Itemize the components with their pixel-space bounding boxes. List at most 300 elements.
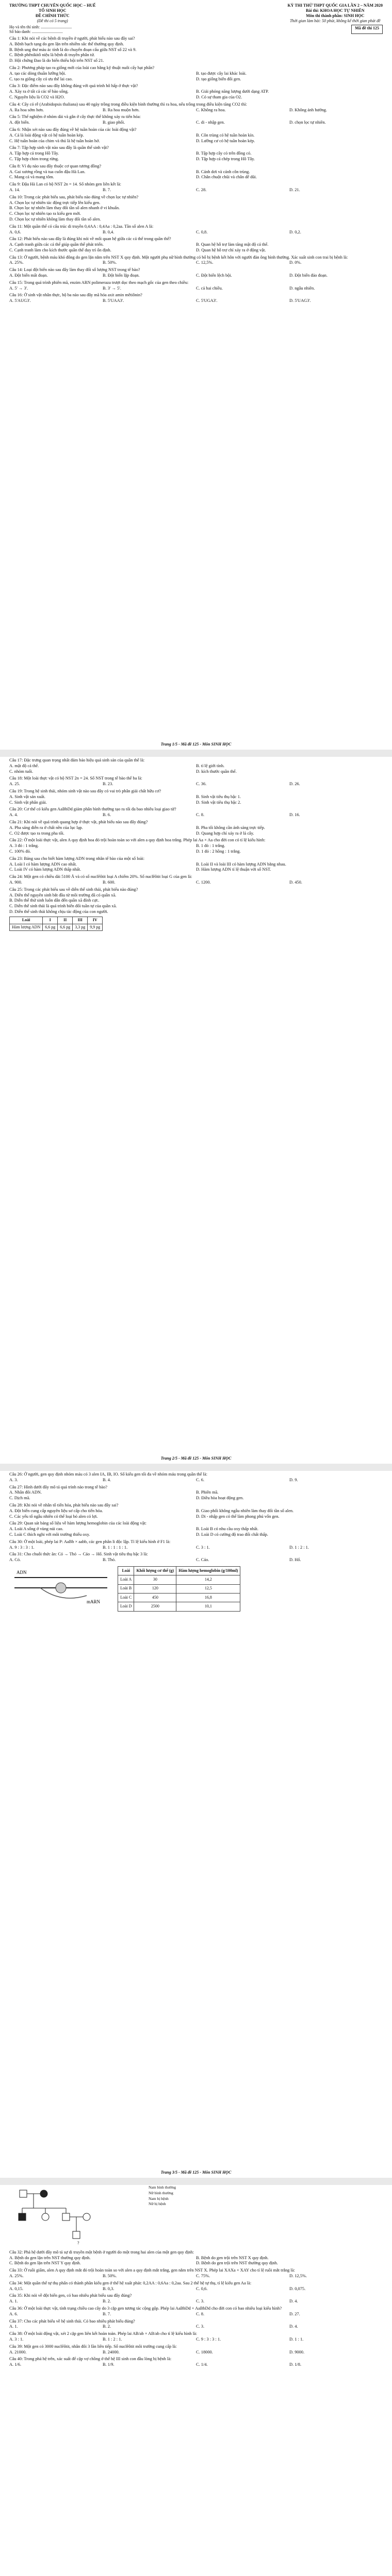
answer-option: C. 3 : 1. <box>196 1545 210 1550</box>
answer-option: C. O2 được tạo ra trong pha tối. <box>9 831 64 836</box>
answer-options <box>9 794 383 806</box>
question-item <box>9 2306 383 2317</box>
answer-option: C. Bệnh phênikitô niệu là bệnh di truyền phân tử. <box>9 53 95 58</box>
answer-option: C. 1/4. <box>196 2362 208 2367</box>
answer-option: C. 36. <box>196 782 207 787</box>
answer-option: C. Cáo. <box>196 1557 209 1563</box>
answer-option: B. 2. <box>103 2324 111 2329</box>
answer-option: D. Có sự tham gia của O2. <box>196 94 242 99</box>
answer-option: B. Pha tối không cần ánh sáng trực tiếp. <box>196 825 265 830</box>
answer-option: A. 5' → 3'. <box>9 285 28 291</box>
question-stem: Câu 9: Đậu Hà Lan có bộ NST 2n = 14. Số nhóm gen liên kết là: <box>9 182 121 187</box>
table-cell: 2500 <box>134 1602 176 1611</box>
school-name: TRƯỜNG THPT CHUYÊN QUỐC HỌC – HUẾ <box>9 3 96 8</box>
question-stem: Câu 15: Trong quá trình phiên mã, enzim ARN polimeraza trượt dọc theo mạch gốc của gen theo chiều: <box>9 280 189 285</box>
answer-option: C. 0,8. <box>196 229 208 234</box>
answer-option: B. 5'UAA3'. <box>103 298 124 303</box>
question-stem: Câu 40: Trong phả hệ trên, xác suất để cặp vợ chồng ở thế hệ III sinh con đầu lòng bị bệnh là: <box>9 2357 172 2362</box>
question-stem: Câu 17: Đặc trưng quan trọng nhất đảm bảo hiệu quả sinh sản của quần thể là: <box>9 758 145 762</box>
answer-option: D. Loài D có cường độ trao đổi chất thấp. <box>196 1532 268 1537</box>
answer-options <box>9 2362 383 2368</box>
answer-option: D. 1 : 2 : 1. <box>289 1545 309 1550</box>
question-item <box>9 856 383 873</box>
answer-option: A. 3. <box>9 1477 18 1482</box>
answer-option: D. Quan hệ hỗ trợ chỉ xảy ra ở động vật. <box>196 247 266 252</box>
answer-option: D. Đột biến đảo đoạn. <box>289 273 328 278</box>
question-stem: Câu 26: Ở người, gen quy định nhóm máu có 3 alen IA, IB, IO. Số kiểu gen tối đa về nhóm máu trong quần thể là: <box>9 1472 207 1477</box>
question-stem: Câu 5: Thể nghiệm ở nhóm dài và gắn ở cây thực thể không xảy ra tiến hóa: <box>9 114 141 120</box>
question-stem: Câu 23: Bảng sau cho biết hàm lượng ADN trong nhân tế bào của một số loài: <box>9 856 145 861</box>
question-item <box>9 2268 383 2279</box>
answer-option: C. Đột biến lệch bội. <box>196 273 232 278</box>
answer-option: C. tạo ra giống cây có ưu thế lai cao. <box>9 76 73 81</box>
answer-option: C. 5'UGA3'. <box>196 298 218 303</box>
legend-item: Nam bị bệnh <box>149 2196 169 2201</box>
answer-option: D. Tập hợp cá chép trong Hồ Tây. <box>196 156 255 161</box>
answer-option: D. 27. <box>289 2311 300 2316</box>
table-cell: Loài B <box>118 1584 134 1593</box>
answer-option: B. 6. <box>103 812 111 818</box>
page-divider <box>0 750 392 757</box>
table-cell: 6,6 pg <box>58 924 73 931</box>
question-item <box>9 838 383 854</box>
official-label: ĐỀ CHÍNH THỨC <box>35 13 70 18</box>
answer-option: D. Hội chứng Đao là do biến thiếu bội trên NST số 21. <box>9 58 104 63</box>
answer-option: D. 5'UAG3'. <box>289 298 311 303</box>
answer-option: A. Bệnh do gen lặn trên NST thường quy định. <box>9 2255 91 2260</box>
answer-option: A. 0,15. <box>9 2286 23 2291</box>
answer-option: D. 0,2. <box>289 229 301 234</box>
department: TỔ SINH HỌC <box>39 8 67 13</box>
question-stem: Câu 37: Cho các phát biểu về hệ sinh thái. Có bao nhiêu phát biểu đúng? <box>9 2318 135 2324</box>
answer-options <box>9 2350 383 2355</box>
table-header: I <box>43 917 58 924</box>
table-cell: Loài D <box>118 1602 134 1611</box>
answer-option: B. Côn trùng có hệ tuần hoàn kín. <box>196 132 255 138</box>
answer-option: C. Không ra hoa. <box>196 107 226 112</box>
answer-options <box>9 120 383 126</box>
answer-option: B. 23. <box>103 782 113 787</box>
table-cell: 120 <box>134 1584 176 1593</box>
answer-option: A. Bệnh bạch tạng do gen lặn trên nhiễm sắc thể thường quy định. <box>9 41 124 46</box>
answer-options <box>9 242 383 253</box>
answer-option: D. Hổ. <box>289 1557 301 1563</box>
question-stem: Câu 4: Cây có rễ (Arabidopsis thaliana) sau 40 ngày trồng trong điều kiện bình thường thì ra hoa, nếu trồng trong điều kiện tăng CO2 thì: <box>9 101 247 107</box>
answer-option: D. 12,5%. <box>289 2273 307 2278</box>
answer-options <box>9 812 383 818</box>
question-item <box>9 2344 383 2355</box>
table-cell: 450 <box>134 1594 176 1602</box>
answer-option: C. Mang cá và mang tôm. <box>9 175 54 180</box>
question-item <box>9 2293 383 2304</box>
question-list-page-4 <box>5 2250 387 2368</box>
answer-options <box>9 2274 383 2279</box>
answer-option: B. Tập hợp cây cỏ trên đồng cỏ. <box>196 151 252 156</box>
table-cell: 16,8 <box>176 1594 240 1602</box>
answer-option: D. Bệnh do gen trội trên NST thường quy định. <box>196 2261 278 2266</box>
answer-option: A. Cạnh tranh giữa các cá thể giúp quần thể phát triển. <box>9 242 104 247</box>
exam-header <box>5 0 387 24</box>
question-item <box>9 65 383 82</box>
answer-option: A. 14. <box>9 187 20 192</box>
answer-option: B. Chọn lọc tự nhiên làm thay đổi tần số alen nhanh ở vi khuẩn. <box>9 206 120 211</box>
legend-item: Nam bình thường <box>149 2185 176 2190</box>
question-stem: Câu 19: Trong hệ sinh thái, nhóm sinh vật nào sau đây có vai trò phân giải chất hữu cơ? <box>9 788 161 793</box>
answer-option: C. 8. <box>196 812 205 818</box>
question-item <box>9 1521 383 1537</box>
answer-options <box>9 89 383 100</box>
exam-page-4 <box>5 2185 387 2576</box>
answer-options <box>9 862 383 873</box>
question-item <box>9 102 383 113</box>
question-stem: Câu 21: Khi nói về quá trình quang hợp ở thực vật, phát biểu nào sau đây đúng? <box>9 819 148 824</box>
answer-options <box>9 2286 383 2292</box>
answer-option: A. 6. <box>9 2311 18 2316</box>
answer-option: C. Bệnh do gen lặn trên NST Y quy định. <box>9 2261 81 2266</box>
question-stem: Câu 30: Ở một loài, phép lai P: AaBb × aabb, các gen phân li độc lập. Tỉ lệ kiểu hình ở F1 là: <box>9 1539 171 1544</box>
question-item <box>9 1485 383 1501</box>
question-item <box>9 255 383 266</box>
answer-option: D. Chọn lọc tự nhiên không làm thay đổi tần số alen. <box>9 216 101 222</box>
answer-options <box>9 1527 383 1538</box>
answer-option: B. Sinh vật tiêu thụ bậc 1. <box>196 794 241 799</box>
figure-label-dna: ADN <box>17 1569 27 1575</box>
answer-option: C. Loài C thích nghi với môi trường thiếu oxy. <box>9 1532 90 1537</box>
table-header: III <box>73 917 88 924</box>
answer-option: C. Cạnh tranh làm cho kích thước quần thể duy trì ổn định. <box>9 247 111 252</box>
question-item <box>9 182 383 193</box>
answer-option: A. 25. <box>9 782 20 787</box>
answer-option: B. 0,3. <box>103 2286 115 2291</box>
answer-option: B. 600. <box>103 879 116 885</box>
answer-options <box>9 230 383 235</box>
table-cell: 6,6 pg <box>43 924 58 931</box>
question-stem: Câu 39: Một gen có 3000 nuclêôtit, nhân đôi 3 lần liên tiếp. Số nuclêôtit môi trường cung cấp là: <box>9 2344 177 2349</box>
answer-option: B. 50%. <box>103 2273 117 2278</box>
answer-option: A. Loài I có hàm lượng ADN cao nhất. <box>9 861 77 867</box>
question-item <box>9 36 383 64</box>
answer-option: B. Loài II và loài III có hàm lượng ADN bằng nhau. <box>196 861 286 867</box>
answer-option: B. 2. <box>103 2299 111 2304</box>
answer-option: A. Diễn thế nguyên sinh bắt đầu từ môi trường đã có quần xã. <box>9 892 117 897</box>
table-header: Loài <box>10 917 43 924</box>
answer-options <box>9 1557 383 1563</box>
question-item <box>9 2319 383 2330</box>
exam-page-1 <box>5 0 387 750</box>
answer-option: D. 4. <box>289 2324 298 2329</box>
question-stem: Câu 28: Khi nói về nhân tố tiến hóa, phát biểu nào sau đây sai? <box>9 1502 119 1507</box>
answer-option: C. 1200. <box>196 879 211 885</box>
question-stem: Câu 20: Cơ thể có kiểu gen AaBbDd giảm phân bình thường tạo ra tối đa bao nhiêu loại giao tử? <box>9 807 176 812</box>
answer-option: A. đột biến. <box>9 120 30 125</box>
question-item <box>9 758 383 774</box>
page-divider <box>0 1464 392 1471</box>
answer-options <box>9 260 383 266</box>
answer-option: C. Các yếu tố ngẫu nhiên có thể loại bỏ alen có lợi. <box>9 1514 98 1519</box>
answer-option: A. 1. <box>9 2299 18 2304</box>
question-stem: Câu 24: Một gen có chiều dài 5100 Å và có số nuclêôtit loại A chiếm 20%. Số nuclêôtit loại G của gen là: <box>9 874 192 879</box>
answer-option: B. 1 : 1 : 1 : 1. <box>103 1545 128 1550</box>
answer-option: D. 450. <box>289 879 302 885</box>
question-stem: Câu 16: Ở sinh vật nhân thực, bộ ba nào sau đây mã hóa axit amin mêtiônin? <box>9 293 142 298</box>
answer-option: C. Nguyên liệu là CO2 và H2O. <box>9 94 65 99</box>
answer-option: D. 1 đỏ : 2 hồng : 1 trắng. <box>196 849 241 854</box>
answer-option: B. Đột biến lặp đoạn. <box>103 273 140 278</box>
answer-option: C. 9 : 3 : 3 : 1. <box>196 2336 221 2342</box>
answer-option: B. Thỏ. <box>103 1557 116 1563</box>
answer-option: B. Quan hệ hỗ trợ làm tăng mật độ cá thể. <box>196 242 269 247</box>
hemoglobin-table <box>118 1566 240 1612</box>
question-stem: Câu 13: Ở người, bệnh máu khó đông do gen lặn nằm trên NST X quy định. Một người phụ nữ bình thường có bố bị bệnh kết hôn với người đàn ông bình thường. Xác suất sinh con trai bị bệnh là: <box>9 255 348 260</box>
answer-option: D. 16. <box>289 812 300 818</box>
table-cell: 9,9 pg <box>88 924 103 931</box>
answer-options <box>9 273 383 279</box>
question-stem: Câu 31: Cho chuỗi thức ăn: Cỏ → Thỏ → Cáo → Hổ. Sinh vật tiêu thụ bậc 3 là: <box>9 1552 148 1557</box>
answer-option: B. 0,4. <box>103 229 115 234</box>
question-stem: Câu 11: Một quần thể có cấu trúc di truyền 0,4AA : 0,4Aa : 0,2aa. Tần số alen A là: <box>9 224 154 229</box>
answer-option: A. Đột biến cung cấp nguyên liệu sơ cấp cho tiến hóa. <box>9 1508 103 1513</box>
answer-option: C. 12,5%. <box>196 260 214 265</box>
question-item <box>9 267 383 279</box>
exam-code-box: Mã đề thi 125 <box>351 25 383 34</box>
table-header: Khối lượng cơ thể (g) <box>134 1566 176 1575</box>
pedigree-legend <box>149 2185 176 2249</box>
answer-option: D. Di - nhập gen có thể làm phong phú vốn gen. <box>196 1514 280 1519</box>
answer-options <box>9 2324 383 2330</box>
question-stem: Câu 12: Phát biểu nào sau đây là đúng khi nói về mối quan hệ giữa các cá thể trong quần thể? <box>9 236 171 242</box>
answer-option: A. 3 : 1. <box>9 2336 24 2342</box>
table-cell: 3,3 pg <box>73 924 88 931</box>
answer-options <box>9 893 383 915</box>
answer-option: B. 50%. <box>103 260 117 265</box>
answer-option: A. 1. <box>9 2324 18 2329</box>
question-item <box>9 1552 383 1563</box>
question-item <box>9 114 383 126</box>
question-stem: Câu 2: Phương pháp tạo ra giống mới của loài cao bằng kỹ thuật nuôi cấy hạt phấn? <box>9 65 155 70</box>
answer-option: A. 0,6. <box>9 229 21 234</box>
question-stem: Câu 38: Ở một loài động vật, xét 2 cặp gen liên kết hoàn toàn. Phép lai AB/ab × AB/ab cho tỉ lệ kiểu hình là: <box>9 2331 198 2336</box>
question-stem: Câu 29: Quan sát bảng số liệu về hàm lượng hemoglobin của các loài động vật: <box>9 1521 146 1526</box>
answer-option: D. Diễn thế sinh thái không chịu tác động của con người. <box>9 909 108 914</box>
answer-option: D. ngẫu nhiên. <box>289 285 315 291</box>
answer-option: C. Diễn thế sinh thái là quá trình biến đổi tuần tự của quần xã. <box>9 904 117 909</box>
question-stem: Câu 35: Khi nói về đột biến gen, có bao nhiêu phát biểu sau đây đúng? <box>9 2293 132 2298</box>
answer-option: D. Chân chuột chũi và chân dế dũi. <box>196 175 257 180</box>
answer-option: C. 18000. <box>196 2349 213 2354</box>
question-stem: Câu 33: Ở ruồi giấm, alen A quy định mắt đỏ trội hoàn toàn so với alen a quy định mắt trắng, gen nằm trên NST X. Phép lai XAXa × XAY cho tỉ lệ ruồi mắt trắng là: <box>9 2268 295 2273</box>
answer-option: B. 24000. <box>103 2349 120 2354</box>
answer-option: C. Tập hợp chim trong rừng. <box>9 156 59 161</box>
answer-option: A. 25%. <box>9 2273 24 2278</box>
answer-option: D. 1/8. <box>289 2362 302 2367</box>
answer-options <box>9 880 383 886</box>
answer-options <box>9 188 383 193</box>
answer-option: A. mật độ cá thể. <box>9 763 39 768</box>
answer-option: C. 6. <box>196 1477 205 1482</box>
table-header: IV <box>88 917 103 924</box>
question-list-page-2 <box>5 758 387 915</box>
exam-page-3 <box>5 1472 387 2178</box>
answer-option: C. di - nhập gen. <box>196 120 225 125</box>
page-footer: Trang 3/5 - Mã đề 125 - Môn SINH HỌC <box>160 2170 232 2175</box>
question-item <box>9 1503 383 1519</box>
answer-option: B. tạo được cây lai khác loài. <box>196 71 247 76</box>
answer-option: C. Loài IV có hàm lượng ADN thấp nhất. <box>9 867 81 872</box>
question-stem: Câu 7: Tập hợp sinh vật nào sau đây là quần thể sinh vật? <box>9 145 109 150</box>
answer-options <box>9 151 383 162</box>
answer-option: B. Bệnh do gen trội trên NST X quy định. <box>196 2255 269 2260</box>
answer-options <box>9 42 383 64</box>
question-stem: Câu 10: Trong các phát biểu sau, phát biểu nào đúng về chọn lọc tự nhiên? <box>9 194 139 199</box>
table-header: Loài <box>118 1566 134 1575</box>
question-stem: Câu 14: Loại đột biến nào sau đây làm thay đổi số lượng NST trong tế bào? <box>9 267 140 273</box>
answer-option: B. Phiên mã. <box>196 1490 219 1495</box>
question-item <box>9 280 383 292</box>
table-cell: Loài A <box>118 1575 134 1584</box>
answer-options <box>9 71 383 82</box>
answer-option: B. Giao phối không ngẫu nhiên làm thay đổi tần số alen. <box>196 1508 294 1513</box>
answer-option: A. 21000. <box>9 2349 27 2354</box>
answer-option: D. Không ảnh hưởng. <box>289 107 327 112</box>
answer-option: B. giao phối. <box>103 120 125 125</box>
answer-options <box>9 170 383 181</box>
candidate-name-line: Họ và tên thí sinh: .............................. <box>9 25 72 29</box>
answer-option: A. 5'AUG3'. <box>9 298 31 303</box>
answer-option: D. chọn lọc tự nhiên. <box>289 120 326 125</box>
answer-options <box>9 286 383 292</box>
answer-option: B. Bệnh ung thư máu ác tính là do chuyển đoạn cấu giữa NST số 22 và 9. <box>9 47 137 52</box>
question-item <box>9 83 383 100</box>
question-item <box>9 1539 383 1551</box>
answer-option: D. Quang hợp chỉ xảy ra ở lá cây. <box>196 831 254 836</box>
question-stem: Câu 6: Nhận xét nào sau đây đúng về hệ tuần hoàn của các loài động vật? <box>9 127 137 132</box>
answer-option: A. Đột biến mất đoạn. <box>9 273 48 278</box>
legend-item: Nữ bình thường <box>149 2190 173 2195</box>
answer-options <box>9 1545 383 1551</box>
answer-option: A. tạo các dòng thuần lưỡng bội. <box>9 71 66 76</box>
answer-option: B. 4. <box>103 1477 111 1482</box>
answer-option: D. 4. <box>289 2299 298 2304</box>
answer-options <box>9 2337 383 2343</box>
question-item <box>9 293 383 304</box>
answer-option: C. nhóm tuổi. <box>9 769 34 774</box>
table-cell: 10,1 <box>176 1602 240 1611</box>
answer-option: C. 3. <box>196 2324 205 2329</box>
answer-options <box>9 825 383 837</box>
answer-option: A. Cỏ. <box>9 1557 21 1563</box>
answer-option: B. 1 : 2 : 1. <box>103 2336 122 2342</box>
exam-title: KỲ THI THỬ THPT QUỐC GIA LẦN 2 – NĂM 2020 <box>287 3 383 8</box>
answer-option: B. Giải phóng năng lượng dưới dạng ATP. <box>196 89 269 94</box>
page-divider <box>0 2178 392 2185</box>
answer-option: C. 75%. <box>196 2273 210 2278</box>
pedigree-figure <box>9 2185 143 2249</box>
question-item <box>9 820 383 836</box>
answer-option: D. kích thước quần thể. <box>196 769 237 774</box>
transcription-figure <box>9 1565 112 1613</box>
question-item <box>9 164 383 180</box>
page-count-note: (Đề thi có 5 trang) <box>37 19 68 23</box>
question-stem: Câu 22: Ở một loài thực vật, alen A quy định hoa đỏ trội hoàn toàn so với alen a quy định hoa trắng. Phép lai Aa × Aa cho đời con có tỉ lệ kiểu hình: <box>9 838 266 843</box>
answer-option: B. Loài B có nhu cầu oxy thấp nhất. <box>196 1527 258 1532</box>
table-header: II <box>58 917 73 924</box>
answer-option: B. 1/9. <box>103 2362 115 2367</box>
page-footer: Trang 1/5 - Mã đề 125 - Môn SINH HỌC <box>160 742 232 747</box>
question-item <box>9 789 383 805</box>
page-footer: Trang 2/5 - Mã đề 125 - Môn SINH HỌC <box>160 1456 232 1461</box>
answer-option: B. 7. <box>103 187 111 192</box>
question-item <box>9 1472 383 1483</box>
answer-option: D. 9. <box>289 1477 298 1482</box>
answer-option: A. Ra hoa sớm hơn. <box>9 107 44 112</box>
answer-option: D. 0%. <box>289 260 302 265</box>
question-stem: Câu 1: Khi nói về các bệnh di truyền ở người, phát biểu nào sau đây sai? <box>9 36 135 41</box>
answer-option: D. 0,075. <box>289 2286 306 2291</box>
question-stem: Câu 8: Ví dụ nào sau đây thuộc cơ quan tương đồng? <box>9 163 102 168</box>
answer-options <box>9 2256 383 2267</box>
question-stem: Câu 18: Một loài thực vật có bộ NST 2n = 24. Số NST trong tế bào thể ba là: <box>9 776 142 781</box>
answer-option: D. Lưỡng cư có hệ tuần hoàn kép. <box>196 138 255 143</box>
table-cell: Loài C <box>118 1594 134 1602</box>
answer-option: D. 1 : 1. <box>289 2336 304 2342</box>
exam-page-2 <box>5 758 387 1464</box>
answer-options <box>9 843 383 855</box>
answer-options <box>9 298 383 304</box>
answer-option: A. 1/6. <box>9 2362 22 2367</box>
question-item <box>9 236 383 253</box>
answer-option: B. Diễn thế thứ sinh luôn dẫn đến quần xã đỉnh cực. <box>9 898 100 903</box>
answer-option: C. Chọn lọc tự nhiên tạo ra kiểu gen mới. <box>9 211 81 216</box>
question-list-page-1 <box>5 36 387 304</box>
answer-option: A. Xảy ra ở tất cả các tế bào sống. <box>9 89 69 94</box>
answer-option: D. tạo giống biến đổi gen. <box>196 76 241 81</box>
answer-options <box>9 1478 383 1483</box>
question-item <box>9 807 383 818</box>
answer-option: A. Nhân đôi ADN. <box>9 1490 42 1495</box>
question-item <box>9 874 383 886</box>
answer-option: A. 900. <box>9 879 22 885</box>
answer-option: B. tỉ lệ giới tính. <box>196 763 225 768</box>
answer-option: A. Cá là loài động vật có hệ tuần hoàn kép. <box>9 132 84 138</box>
answer-option: C. 28. <box>196 187 207 192</box>
answer-option: B. Ra hoa muộn hơn. <box>103 107 140 112</box>
candidate-id-line: Số báo danh: .............................. <box>9 29 63 34</box>
answer-option: B. Cánh dơi và cánh côn trùng. <box>196 169 250 174</box>
question-item <box>9 887 383 915</box>
question-stem: Câu 3: Đặc điểm nào sau đây không đúng với quá trình hô hấp ở thực vật? <box>9 83 138 89</box>
answer-option: D. 21. <box>289 187 300 192</box>
answer-option: D. 9000. <box>289 2349 305 2354</box>
answer-option: A. 25%. <box>9 260 24 265</box>
question-item <box>9 145 383 162</box>
table-cell: 14,2 <box>176 1575 240 1584</box>
answer-options <box>9 108 383 113</box>
answer-options <box>9 2299 383 2304</box>
answer-option: A. Loài A sống ở vùng núi cao. <box>9 1527 63 1532</box>
exam-duration: Thời gian làm bài: 50 phút, không kể thời gian phát đề <box>289 19 381 23</box>
question-item <box>9 2357 383 2368</box>
answer-option: A. 9 : 3 : 3 : 1. <box>9 1545 35 1550</box>
answer-option: D. Hàm lượng ADN tỉ lệ thuận với số NST. <box>196 867 271 872</box>
question-item <box>9 2250 383 2266</box>
table-cell: 12,5 <box>176 1584 240 1593</box>
answer-option: B. 1 đỏ : 1 trắng. <box>196 843 225 849</box>
answer-option: A. 3 đỏ : 1 trắng. <box>9 843 39 849</box>
svg-text:?: ? <box>77 2241 79 2245</box>
question-item <box>9 2281 383 2292</box>
answer-options <box>9 2312 383 2317</box>
answer-option: D. Điều hòa hoạt động gen. <box>196 1496 244 1501</box>
